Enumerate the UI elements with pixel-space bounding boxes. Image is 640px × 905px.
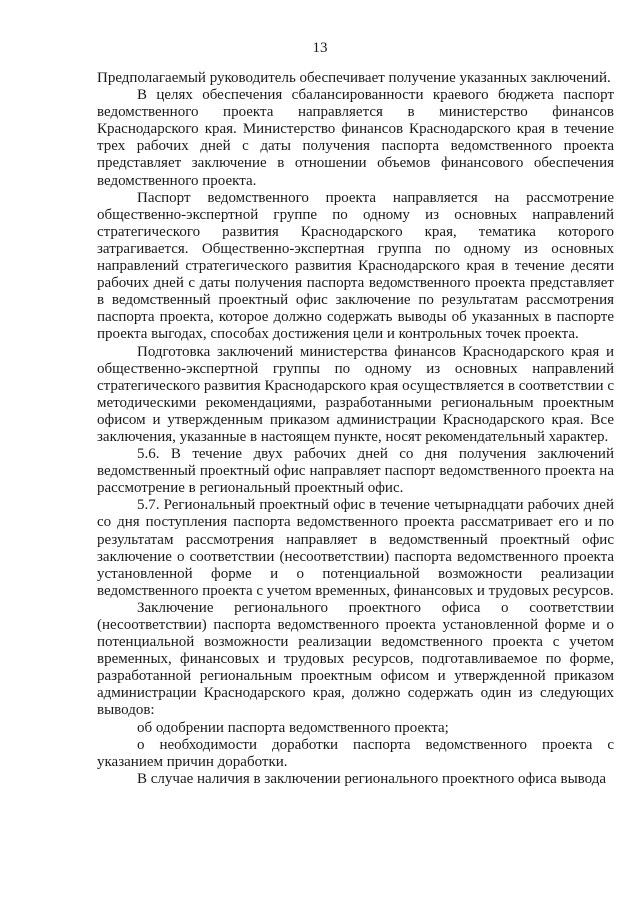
paragraph-intro: Предполагаемый руководитель обеспечивает получение указанных заключений. <box>97 70 611 86</box>
paragraph-conclusions-preparation: Подготовка заключений министерства финансов Краснодарского края и общественно-экспертной группы по одному из основных направлений стратегического развития Краснодарского края осуществляется в соответствии с методическими рекомендациями, разработанными региональным проектным офисом и утвержденным приказом администрации Краснодарского края. Все заключения, указанные в настоящем пункте, носят рекомендательный характер. <box>97 343 614 445</box>
paragraph-final: В случае наличия в заключении регионального проектного офиса вывода <box>137 770 607 787</box>
page-number: 13 <box>312 40 328 56</box>
paragraph-expert-group: Паспорт ведомственного проекта направляется на рассмотрение общественно-экспертной группе по одному из основных направлений стратегического развития Краснодарского края, тематика которого затрагивается. Общественно-экспертная группа по одному из основных направлений стратегического развития Краснодарского края в течение десяти рабочих дней с даты получения паспорта ведомственного проекта представляет в ведомственный проектный офис заключение по результатам рассмотрения паспорта проекта, которое должно содержать выводы об указанных в паспорте проекта выгодах, способах достижения цели и контрольных точек проекта. <box>97 189 614 343</box>
paragraph-finance-ministry: В целях обеспечения сбалансированности краевого бюджета паспорт ведомственного проекта направляется в министерство финансов Краснодарского края. Министерство финансов Краснодарского края в течение трех рабочих дней с даты получения паспорта ведомственного проекта представляет заключение в отношении объемов финансового обеспечения ведомственного проекта. <box>97 87 614 189</box>
paragraph-clause-5-6: 5.6. В течение двух рабочих дней со дня получения заключений ведомственный проектный офис направляет паспорт ведомственного проекта на рассмотрение в региональный проектный офис. <box>97 446 614 497</box>
list-item-approval: об одобрении паспорта ведомственного проекта; <box>137 719 449 736</box>
paragraph-regional-office-conclusion: Заключение регионального проектного офиса о соответствии (несоответствии) паспорта ведомственного проекта установленной форме и о потенциальной возможности реализации ведомственного проекта с учетом временных, финансовых и трудовых ресурсов, подготавливаемое по форме, разработанной региональным проектным офисом и утвержденной приказом администрации Краснодарского края, должно содержать один из следующих выводов: <box>97 599 614 719</box>
document-body <box>97 70 614 788</box>
list-item-revision: о необходимости доработки паспорта ведомственного проекта с указанием причин доработки. <box>97 736 614 770</box>
paragraph-clause-5-7: 5.7. Региональный проектный офис в течение четырнадцати рабочих дней со дня поступления паспорта ведомственного проекта рассматривает его и по результатам рассмотрения направляет в ведомственный проектный офис заключение о соответствии (несоответствии) паспорта ведомственного проекта установленной форме и о потенциальной возможности реализации ведомственного проекта с учетом временных, финансовых и трудовых ресурсов. <box>97 497 614 599</box>
